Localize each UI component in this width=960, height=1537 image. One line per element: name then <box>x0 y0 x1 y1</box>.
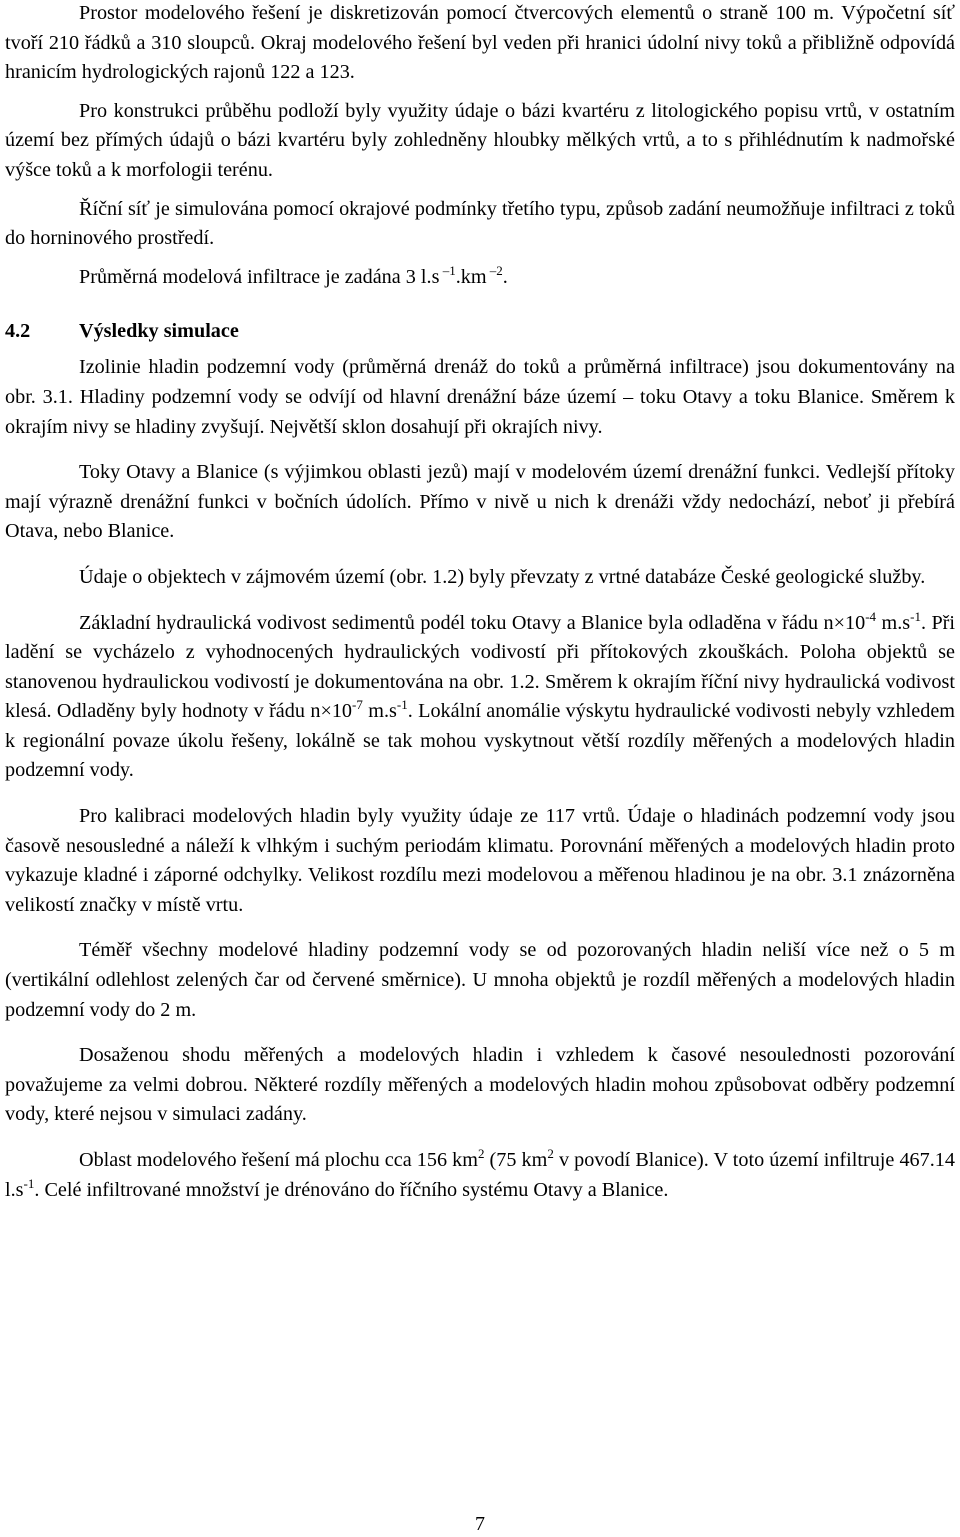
paragraph-bedrock: Pro konstrukci průběhu podloží byly využity údaje o bázi kvartéru z litologického popisu vrtů, v ostatním území bez přímých údajů o bázi kvartéru byly zohledněny hloubky mělkých vrtů, a to s přihlédnutím k nadmořské výšce toků a k morfologii terénu. <box>5 99 955 181</box>
document-page <box>5 0 955 1205</box>
paragraph-conductivity: Základní hydraulická vodivost sedimentů podél toku Otavy a Blanice byla odladěna v řádu $n\times 10^{-4}$ $m.s^{-1}$. Při ladění se vycházelo z vyhodnocených hydraulických vodivostí při přítokových zkouškách. Poloha objektů se stanovenou hydraulickou vodivostí je dokumentována na obr. 1.2. Směrem k okrajím říční nivy hydraulická vodivost klesá. Odladěny byly hodnoty v řádu $n\times 10^{-7}$ $m.s^{-1}$. Lokální anomálie výskytu hydraulické vodivosti nebyly vzhledem k regionální povaze úkolu řešeny, lokálně se tak mohou vyskytnout větší rozdíly měřených a modelových hladin podzemní vody. <box>5 608 955 782</box>
paragraph-river-network: Říční síť je simulována pomocí okrajové podmínky třetího typu, způsob zadání neumožňuje infiltraci z toků do horninového prostředí. <box>5 197 955 250</box>
paragraph-deviation: Téměř všechny modelové hladiny podzemní vody se od pozorovaných hladin neliší více než o 5 m (vertikální odlehlost zelených čar od červené směrnice). U mnoha objektů je rozdíl měřených a modelových hladin podzemní vody do 2 m. <box>5 939 955 1021</box>
paragraph-isolines: Izolinie hladin podzemní vody (průměrná drenáž do toků a průměrná infiltrace) jsou dokumentovány na obr. 3.1. Hladiny podzemní vody se odvíjí od hlavní drenážní báze území – toku Otavy a toku Blanice. Směrem k okrajím nivy se hladiny zvyšují. Největší sklon dosahují při okrajích nivy. <box>5 356 955 438</box>
paragraph-agreement: Dosaženou shodu měřených a modelových hladin i vzhledem k časové nesoulednosti pozorování považujeme za velmi dobrou. Některé rozdíly měřených a modelových hladin mohou způsobovat odběry podzemní vody, které nejsou v simulaci zadány. <box>5 1044 955 1126</box>
paragraph-infiltration: Průměrná modelová infiltrace je zadána 3 l.s $^{-1}$.km $^{-2}$. <box>79 262 508 288</box>
paragraph-objects: Údaje o objektech v zájmovém území (obr. 1.2) byly převzaty z vrtné databáze České geologické služby. <box>79 565 926 588</box>
paragraph-drainage: Toky Otavy a Blanice (s výjimkou oblasti jezů) mají v modelovém území drenážní funkci. Vedlejší přítoky mají výrazně drenážní funkci v bočních údolích. Přímo v nivě u nich k drenáži vždy nedochází, neboť ji přebírá Otava, nebo Blanice. <box>5 461 955 543</box>
page-number: 7 <box>475 1513 485 1535</box>
paragraph-area: Oblast modelového řešení má plochu cca 156 $km^2$ (75 $km^2$ v povodí Blanice). V toto území infiltruje 467.14 $l.s^{-1}$. Celé infiltrované množství je drénováno do říčního systému Otavy a Blanice. <box>5 1146 955 1201</box>
paragraph-grid-description: Prostor modelového řešení je diskretizován pomocí čtvercových elementů o straně 100 m. Výpočetní síť tvoří 210 řádků a 310 sloupců. Okraj modelového řešení byl veden při hranici údolní nivy toků a přibližně odpovídá hranicím hydrologických rajonů 122 a 123. <box>5 2 955 84</box>
section-heading <box>5 317 955 345</box>
paragraph-calibration: Pro kalibraci modelových hladin byly využity údaje ze 117 vrtů. Údaje o hladinách podzemní vody jsou časově nesousledné a náleží k vlhkým i suchým periodám klimatu. Porovnání měřených a modelových hladin proto vykazuje kladné i záporné odchylky. Velikost rozdílu mezi modelovou a měřenou hladinou je na obr. 3.1 znázorněna velikostí značky v místě vrtu. <box>5 805 955 916</box>
section-title: Výsledky simulace <box>79 320 239 343</box>
section-number: 4.2 <box>5 320 31 343</box>
